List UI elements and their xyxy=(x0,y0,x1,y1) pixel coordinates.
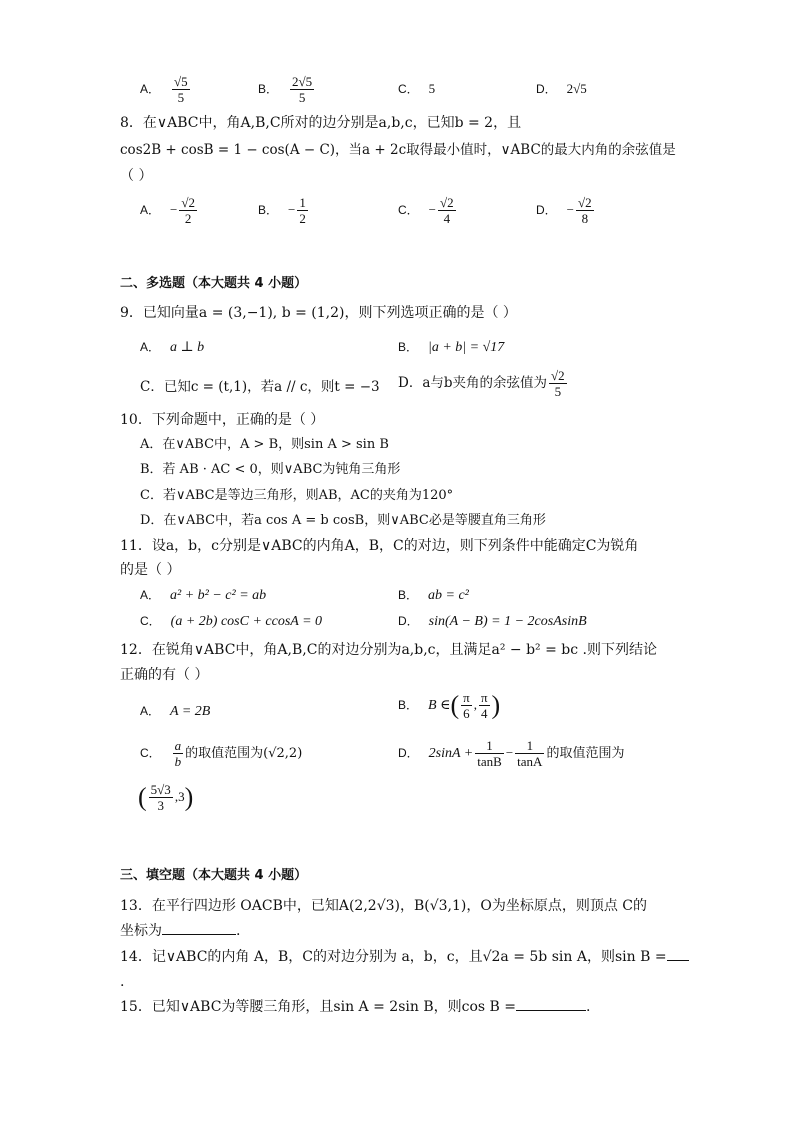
option-label: A． xyxy=(140,588,161,602)
q9-option-a[interactable]: A． a ⊥ b xyxy=(140,340,205,355)
option-label: C． xyxy=(140,746,161,760)
q7-option-d[interactable]: D． 2√5 xyxy=(536,81,587,96)
fraction: $\frac{5√3}{3}$ xyxy=(150,782,171,813)
q14-stem-line1: 14．记∨ABC的内角 A，B，C的对边分别为 a，b，c，且√2a = 5b sin A，则sin B = xyxy=(120,948,689,966)
q12-stem-line1: 12．在锐角∨ABC中，角A,B,C的对边分别为a,b,c，且满足a² − b² = bc .则下列结论 xyxy=(120,642,657,658)
q10-option-a[interactable]: A．在∨ABC中，A > B，则sin A > sin B xyxy=(140,437,389,452)
fraction: $\frac{1}{\tan B}$ xyxy=(477,738,502,769)
option-label: B． xyxy=(398,698,419,712)
q11-stem-line1: 11．设a，b，c分别是∨ABC的内角A，B，C的对边，则下列条件中能确定C为锐角 xyxy=(120,538,639,554)
q8-stem-line3: （ ） xyxy=(120,168,153,184)
answer-blank[interactable] xyxy=(667,948,689,961)
fraction: $\frac{√2}{4}$ xyxy=(440,195,454,226)
q7-option-a[interactable] xyxy=(140,74,192,105)
q11-option-a[interactable]: A． a² + b² − c² = ab xyxy=(140,588,267,603)
q8-option-a[interactable]: A． − $\frac{√2}{2}$ xyxy=(140,195,195,226)
q12-option-c[interactable]: C． $\frac{a}{b}$ 的取值范围为(√2,2) xyxy=(140,738,303,769)
section-heading-fill-in: 三、填空题（本大题共 4 小题） xyxy=(120,868,308,883)
q10-option-c[interactable]: C．若∨ABC是等边三角形，则AB，AC的夹角为120° xyxy=(140,488,454,503)
q11-option-c[interactable]: C． (a + 2b) cosC + ccosA = 0 xyxy=(140,614,323,629)
q10-option-b[interactable]: B．若 AB · AC < 0，则∨ABC为钝角三角形 xyxy=(140,462,401,477)
fraction: $\frac{√2}{2}$ xyxy=(181,195,195,226)
q8-option-c[interactable]: C． − $\frac{√2}{4}$ xyxy=(398,195,454,226)
option-label: B． xyxy=(398,340,419,354)
option-label: D． xyxy=(536,203,557,217)
fraction: $\frac{\pi}{4}$ xyxy=(480,690,488,721)
option-label: A． xyxy=(140,203,161,217)
fraction: $\frac{√2}{8}$ xyxy=(578,195,592,226)
q8-option-b[interactable]: B． − $\frac{1}{2}$ xyxy=(258,195,306,226)
q9-option-b[interactable]: B． |a + b| = √17 xyxy=(398,340,505,355)
option-label: C． xyxy=(398,82,419,96)
answer-blank[interactable] xyxy=(162,922,236,935)
answer-blank[interactable] xyxy=(516,998,586,1011)
q12-option-d[interactable]: D． 2sinA + $\frac{1}{\tan B}$ − $\frac{1}{\tan A}$ 的取值范围为 xyxy=(398,738,625,769)
q11-stem-line2: 的是（ ） xyxy=(120,562,181,578)
option-label: B． xyxy=(258,82,279,96)
fraction: $\frac{√5}{5}$ xyxy=(174,74,188,105)
q7-option-c[interactable]: C． 5 xyxy=(398,81,436,96)
option-label: B． xyxy=(398,588,419,602)
fraction: $\frac{√2}{5}$ xyxy=(551,368,565,399)
fraction: $\frac{1}{\tan A}$ xyxy=(517,738,543,769)
q8-stem-line1: 8．在∨ABC中，角A,B,C所对的边分别是a,b,c，已知b = 2，且 xyxy=(120,115,522,131)
q11-option-d[interactable]: D． sin(A − B) = 1 − 2cosAsinB xyxy=(398,614,587,629)
q10-stem: 10．下列命题中，正确的是（ ） xyxy=(120,412,325,428)
q8-option-d[interactable]: D． − $\frac{√2}{8}$ xyxy=(536,195,592,226)
q9-stem: 9．已知向量a = (3,−1), b = (1,2)，则下列选项正确的是（ ） xyxy=(120,305,517,321)
q9-option-c[interactable]: C．已知c = (t,1)，若a // c，则t = −3 xyxy=(140,379,380,395)
q12-stem-line2: 正确的有（ ） xyxy=(120,667,209,683)
fraction: $\frac{a}{b}$ xyxy=(174,738,182,769)
option-label: D． xyxy=(398,614,419,628)
option-label: C． xyxy=(140,614,161,628)
q9-option-d[interactable]: D．a与b夹角的余弦值为 $\frac{√2}{5}$ xyxy=(398,368,565,399)
q11-option-b[interactable]: B． ab = c² xyxy=(398,588,469,603)
option-label: A． xyxy=(140,340,161,354)
option-label: A． xyxy=(140,82,161,96)
q10-option-d[interactable]: D．在∨ABC中，若a cos A = b cosB，则∨ABC必是等腰直角三角形 xyxy=(140,513,546,528)
q14-stem-line2: . xyxy=(120,974,125,990)
option-label: D． xyxy=(398,746,419,760)
q12-option-d-range: ( $\frac{5√3}{3}$ ,3) xyxy=(138,782,194,813)
q7-option-b[interactable] xyxy=(258,74,316,105)
fraction: $\frac{1}{2}$ xyxy=(299,195,306,226)
section-heading-multiple-choice: 二、多选题（本大题共 4 小题） xyxy=(120,276,308,291)
option-label: C． xyxy=(398,203,419,217)
q12-option-a[interactable]: A． A = 2B xyxy=(140,704,211,719)
option-label: D． xyxy=(536,82,557,96)
fraction: $\frac{\pi}{6}$ xyxy=(463,690,470,721)
option-label: A． xyxy=(140,704,161,718)
q13-stem-line1: 13．在平行四边形 OACB中，已知A(2,2√3)，B(√3,1)，O为坐标原点，则顶点 C的 xyxy=(120,898,648,914)
q15-stem-line1: 15．已知∨ABC为等腰三角形，且sin A = 2sin B，则cos B = . xyxy=(120,999,591,1015)
q12-option-b[interactable]: B． B ∈( $\frac{\pi}{6}$ , $\frac{\pi}{4}$ ) xyxy=(398,690,501,721)
fraction: $\frac{2√5}{5}$ xyxy=(292,74,313,105)
q13-stem-line2: 坐标为 . xyxy=(120,923,241,939)
q8-stem-line2: cos2B + cosB = 1 − cos(A − C)，当a + 2c取得最小值时，∨ABC的最大内角的余弦值是 xyxy=(120,142,676,158)
option-label: B． xyxy=(258,203,279,217)
